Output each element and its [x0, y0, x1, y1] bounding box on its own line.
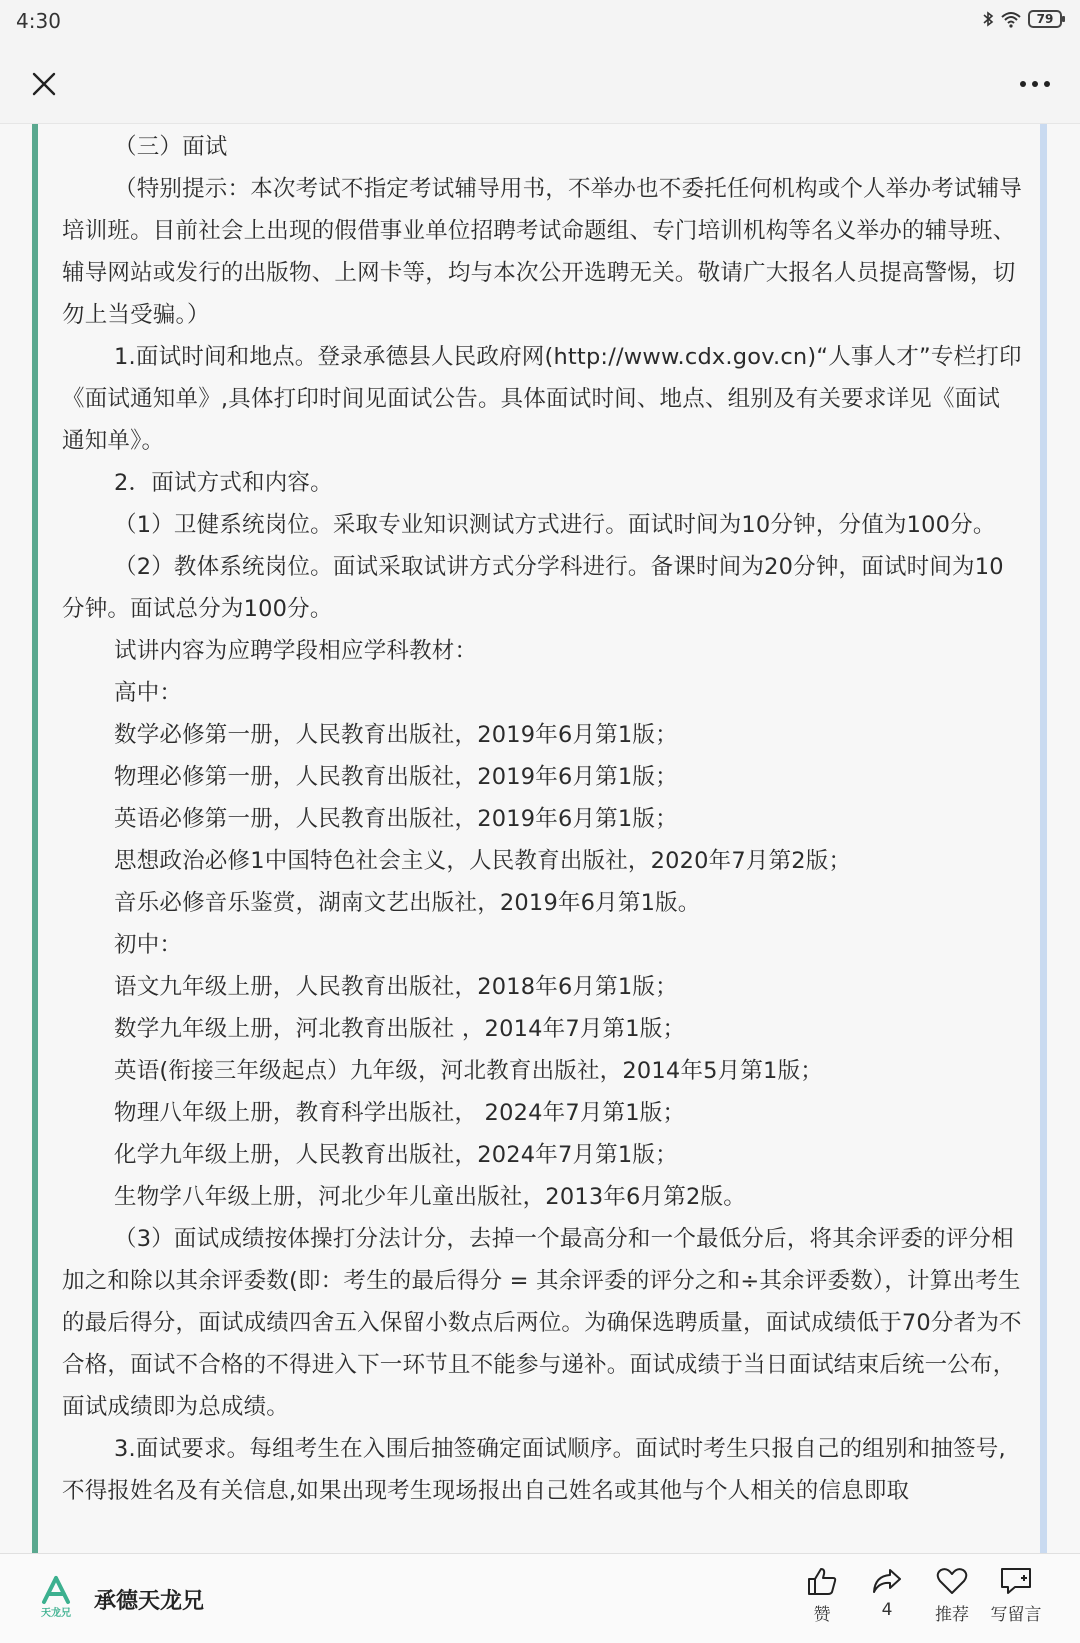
heart-icon: [936, 1566, 968, 1596]
article-paragraph: （特别提示：本次考试不指定考试辅导用书，不举办也不委托任何机构或个人举办考试辅导培训班。目前社会上出现的假借事业单位招聘考试命题组、专门培训机构等名义举办的辅导班、辅导网站或发行的出版物、上网卡等，均与本次公开选聘无关。敬请广大报名人员提高警惕，切勿上当受骗。）: [62, 176, 1023, 328]
bottom-bar: [0, 1553, 1080, 1643]
close-button[interactable]: [24, 64, 64, 104]
article-list-item: 英语必修第一册，人民教育出版社，2019年6月第1版；: [114, 806, 678, 832]
article-paragraph: 初中：: [114, 932, 183, 958]
article-body: [62, 126, 1022, 1512]
article-paragraph: （3）面试成绩按体操打分法计分，去掉一个最高分和一个最低分后，将其余评委的评分相加之和除以其余评委数(即：考生的最后得分 = 其余评委的评分之和÷其余评委数），计算出考生的最后得分，面试成绩四舍五入保留小数点后两位。为确保选聘质量，面试成绩低于70分者为不合格，面试不合格的不得进入下一环节且不能参与递补。面试成绩于当日面试结束后统一公布，面试成绩即为总成绩。: [62, 1226, 1022, 1420]
article-list-item: 音乐必修音乐鉴赏，湖南文艺出版社，2019年6月第1版。: [114, 890, 701, 916]
article-paragraph: （1）卫健系统岗位。采取专业知识测试方式进行。面试时间为10分钟，分值为100分。: [114, 512, 996, 538]
bluetooth-icon: [982, 10, 994, 28]
article-list-item: 数学必修第一册，人民教育出版社，2019年6月第1版；: [114, 722, 678, 748]
battery-level: 79: [1036, 12, 1054, 26]
article-paragraph: 试讲内容为应聘学段相应学科教材：: [114, 638, 478, 664]
article-paragraph: 高中：: [114, 680, 183, 706]
recommend-button[interactable]: [917, 1566, 987, 1625]
article-list-item: 英语(衔接三年级起点）九年级，河北教育出版社，2014年5月第1版；: [114, 1058, 823, 1084]
article-paragraph: 2．面试方式和内容。: [114, 470, 333, 496]
like-button[interactable]: [787, 1566, 857, 1625]
article-paragraph: 3.面试要求。每组考生在入围后抽签确定面试顺序。面试时考生只报自己的组别和抽签号,不得报姓名及有关信息,如果出现考生现场报出自己姓名或其他与个人相关的信息即取: [62, 1436, 1006, 1504]
account-logo[interactable]: [36, 1574, 76, 1620]
article-paragraph: 1.面试时间和地点。登录承德县人民政府网(http://www.cdx.gov.cn)“人事人才”专栏打印《面试通知单》,具体打印时间见面试公告。具体面试时间、地点、组别及有关要求详见《面试通知单》。: [62, 344, 1022, 454]
account-name[interactable]: 承德天龙兄: [94, 1589, 205, 1614]
wifi-icon: [1000, 10, 1022, 28]
article-list-item: 生物学八年级上册，河北少年儿童出版社，2013年6月第2版。: [114, 1184, 746, 1210]
article-list-item: 思想政治必修1中国特色社会主义，人民教育出版社，2020年7月第2版；: [114, 848, 852, 874]
battery-indicator: [1028, 10, 1062, 28]
status-bar: [0, 0, 1080, 44]
account-logo-text: 天龙兄: [41, 1608, 71, 1619]
recommend-label: 推荐: [935, 1605, 969, 1625]
quote-left-border: [32, 124, 38, 1553]
comment-icon: [999, 1566, 1033, 1596]
article-list-item: 化学九年级上册，人民教育出版社，2024年7月第1版；: [114, 1142, 678, 1168]
article-paragraph: （2）教体系统岗位。面试采取试讲方式分学科进行。备课时间为20分钟，面试时间为10分钟。面试总分为100分。: [62, 554, 1004, 622]
article-list-item: 物理八年级上册，教育科学出版社， 2024年7月第1版；: [114, 1100, 686, 1126]
top-bar: [0, 44, 1080, 124]
comment-label: 写留言: [990, 1605, 1042, 1625]
comment-button[interactable]: [981, 1566, 1051, 1625]
article-list-item: 物理必修第一册，人民教育出版社，2019年6月第1版；: [114, 764, 678, 790]
share-icon: [871, 1566, 903, 1596]
more-icon: [1019, 80, 1051, 88]
article-list-item: 数学九年级上册，河北教育出版社 ，2014年7月第1版；: [114, 1016, 686, 1042]
scroll-right-border: [1040, 124, 1047, 1553]
article-content-area[interactable]: [0, 124, 1080, 1553]
close-icon: [32, 72, 56, 96]
status-time: 4:30: [16, 9, 61, 33]
share-count: 4: [881, 1600, 893, 1620]
article-heading: （三）面试: [114, 134, 228, 160]
share-button[interactable]: [852, 1566, 922, 1620]
thumbs-up-icon: [806, 1566, 838, 1596]
more-options-button[interactable]: [1010, 64, 1060, 104]
like-label: 赞: [813, 1605, 831, 1625]
article-list-item: 语文九年级上册，人民教育出版社，2018年6月第1版；: [114, 974, 678, 1000]
status-icons: [982, 10, 1062, 28]
